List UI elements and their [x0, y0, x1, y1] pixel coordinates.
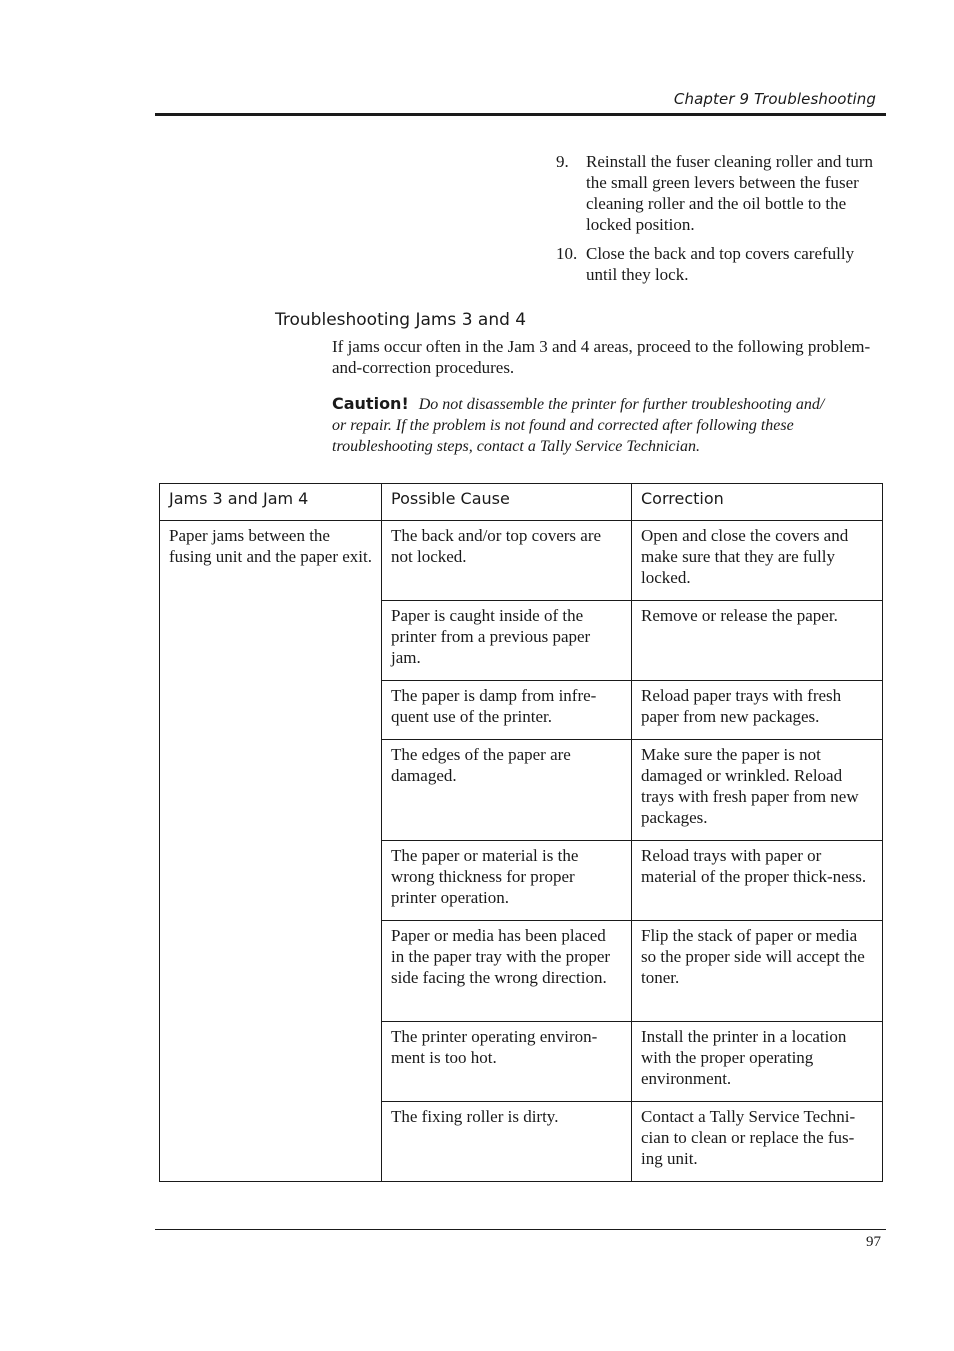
- cause-cell: The back and/or top covers are not locked.: [382, 521, 632, 601]
- table-header-row: [160, 484, 883, 521]
- correction-cell: Open and close the covers and make sure that they are fully locked.: [632, 521, 883, 601]
- page-number: 97: [866, 1234, 881, 1250]
- correction-cell: Install the printer in a location with the proper operating environment.: [632, 1022, 883, 1102]
- caution-text: Do not disassemble the printer for further troubleshooting and/ or repair. If the problem is not found and corrected after following these troubleshooting steps, contact a Tally Service Technician.: [332, 396, 825, 455]
- header-cell-correction: Correction: [632, 484, 883, 521]
- step-number: 9.: [556, 152, 569, 171]
- correction-cell: Make sure the paper is not damaged or wrinkled. Reload trays with fresh paper from new packages.: [632, 740, 883, 841]
- cause-cell: The fixing roller is dirty.: [382, 1102, 632, 1182]
- correction-cell: Reload trays with paper or material of the proper thick-ness.: [632, 841, 883, 921]
- cause-cell: The printer operating environ-ment is too hot.: [382, 1022, 632, 1102]
- correction-cell: Reload paper trays with fresh paper from new packages.: [632, 681, 883, 740]
- header-cell-cause: Possible Cause: [382, 484, 632, 521]
- cause-cell: The paper or material is the wrong thickness for proper printer operation.: [382, 841, 632, 921]
- cause-cell: Paper or media has been placed in the paper tray with the proper side facing the wrong direction.: [382, 921, 632, 1022]
- step-item: [556, 243, 886, 285]
- chapter-header: Chapter 9 Troubleshooting: [673, 90, 876, 108]
- caution-note: [332, 393, 832, 457]
- cause-cell: The edges of the paper are damaged.: [382, 740, 632, 841]
- table-row: [160, 521, 883, 601]
- correction-cell: Contact a Tally Service Techni-cian to clean or replace the fus-ing unit.: [632, 1102, 883, 1182]
- step-text: Close the back and top covers carefully until they lock.: [586, 244, 855, 284]
- step-text: Reinstall the fuser cleaning roller and turn the small green levers between the fuser cleaning roller and the oil bottle to the locked position.: [586, 152, 874, 234]
- footer-rule: [155, 1229, 886, 1230]
- caution-label: Caution!: [332, 394, 409, 413]
- cause-cell: The paper is damp from infre-quent use of the printer.: [382, 681, 632, 740]
- correction-cell: Flip the stack of paper or media so the proper side will accept the toner.: [632, 921, 883, 1022]
- section-title: Troubleshooting Jams 3 and 4: [275, 310, 527, 330]
- cause-cell: Paper is caught inside of the printer from a previous paper jam.: [382, 601, 632, 681]
- step-number: 10.: [556, 244, 578, 263]
- step-item: [556, 151, 886, 235]
- section-intro: If jams occur often in the Jam 3 and 4 areas, proceed to the following problem-and-correction procedures.: [332, 337, 871, 377]
- jams-table: [159, 483, 883, 1182]
- symptom-cell: Paper jams between the fusing unit and the paper exit.: [160, 521, 382, 1182]
- steps-list: [556, 151, 886, 293]
- correction-cell: Remove or release the paper.: [632, 601, 883, 681]
- header-cell-jams: Jams 3 and Jam 4: [160, 484, 382, 521]
- header-rule: [155, 113, 886, 116]
